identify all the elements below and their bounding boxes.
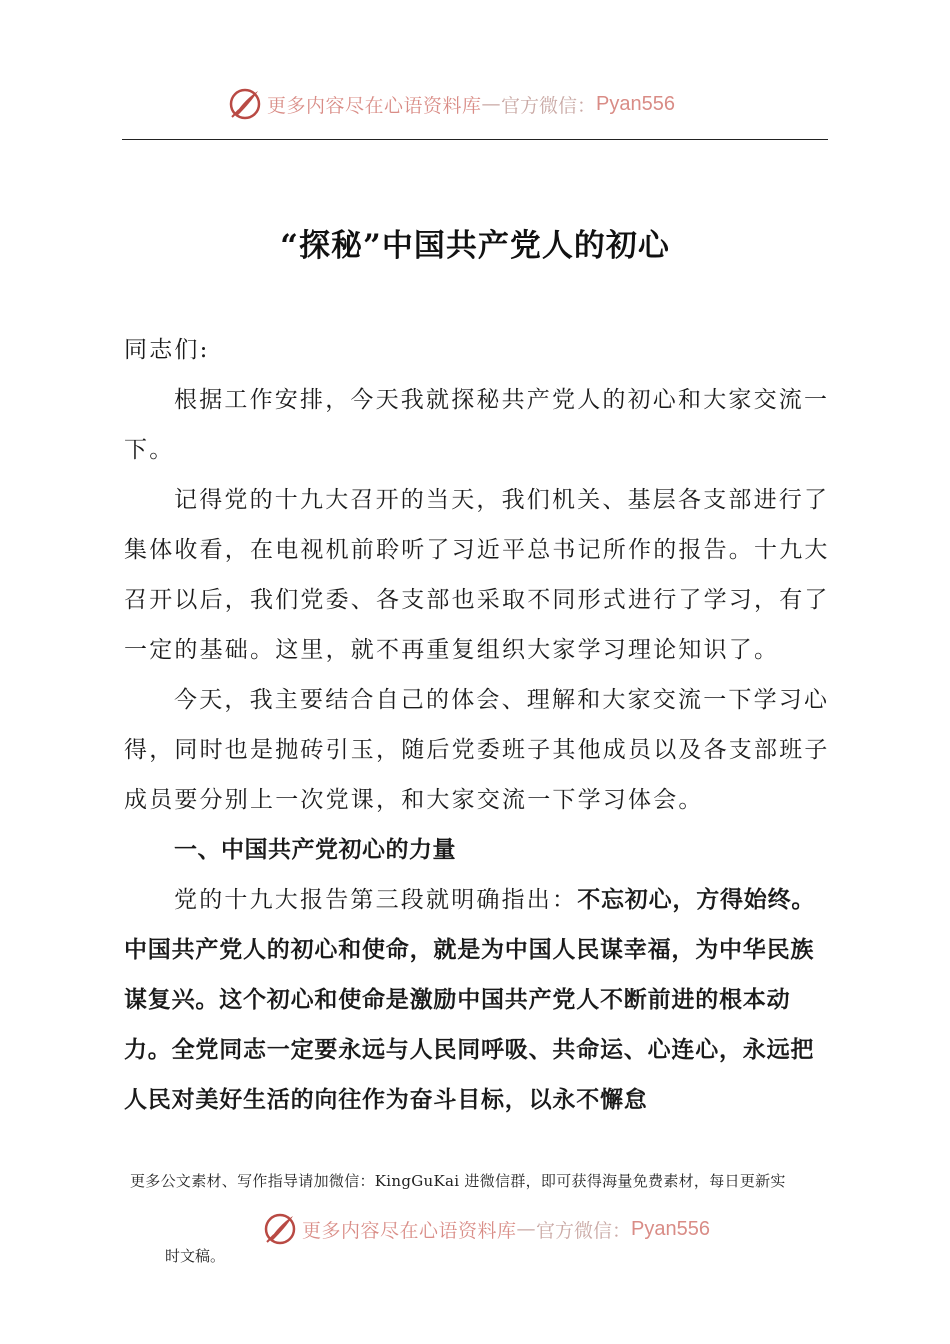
watermark-id: Pyan556 xyxy=(631,1217,710,1240)
watermark-header xyxy=(227,84,675,124)
paragraph-2: 记得党的十九大召开的当天，我们机关、基层各支部进行了集体收看，在电视机前聆听了习近平总书记所作的报告。十九大召开以后，我们党委、各支部也采取不同形式进行了学习，有了一定的基础。这里，就不再重复组织大家学习理论知识了。 xyxy=(124,487,830,663)
quill-logo-icon xyxy=(227,86,263,122)
header-divider xyxy=(122,139,828,140)
section-heading-1: 一、中国共产党初心的力量 xyxy=(174,837,456,863)
watermark-dash: — xyxy=(516,1218,537,1240)
watermark-footer xyxy=(262,1209,710,1249)
watermark-sub: 官方微信： xyxy=(501,94,597,117)
paragraph-4-emphasis: 不忘初心，方得始终。中国共产党人的初心和使命，就是为中国人民谋幸福，为中华民族谋复兴。这个初心和使命是激励中国共产党人不断前进的根本动力。全党同志一定要永远与人民同呼吸、共命运、心连心，永远把人民对美好生活的向往作为奋斗目标，以永不懈怠 xyxy=(124,887,816,1113)
paragraph-3: 今天，我主要结合自己的体会、理解和大家交流一下学习心得，同时也是抛砖引玉，随后党委班子其他成员以及各支部班子成员要分别上一次党课，和大家交流一下学习体会。 xyxy=(124,687,830,813)
paragraph-4-lead: 党的十九大报告第三段就明确指出： xyxy=(174,887,578,913)
paragraph-4 xyxy=(124,875,830,1125)
quill-logo-icon xyxy=(262,1211,298,1247)
watermark-dash: — xyxy=(481,93,502,115)
footer-note-end: 时文稿。 xyxy=(165,1247,226,1265)
watermark-brand: 更多内容尽在心语资料库 xyxy=(267,94,482,117)
footer-note: 更多公文素材、写作指导请加微信：KingGuKai 进微信群，即可获得海量免费素材，每日更新实 xyxy=(130,1172,786,1190)
watermark-brand: 更多内容尽在心语资料库 xyxy=(302,1219,517,1242)
paragraph-1: 根据工作安排，今天我就探秘共产党人的初心和大家交流一下。 xyxy=(124,387,830,463)
document-title: “探秘”中国共产党人的初心 xyxy=(280,228,670,264)
watermark-id: Pyan556 xyxy=(596,92,675,115)
salutation: 同志们: xyxy=(124,337,210,363)
document-body xyxy=(124,325,830,1125)
watermark-sub: 官方微信： xyxy=(536,1219,632,1242)
